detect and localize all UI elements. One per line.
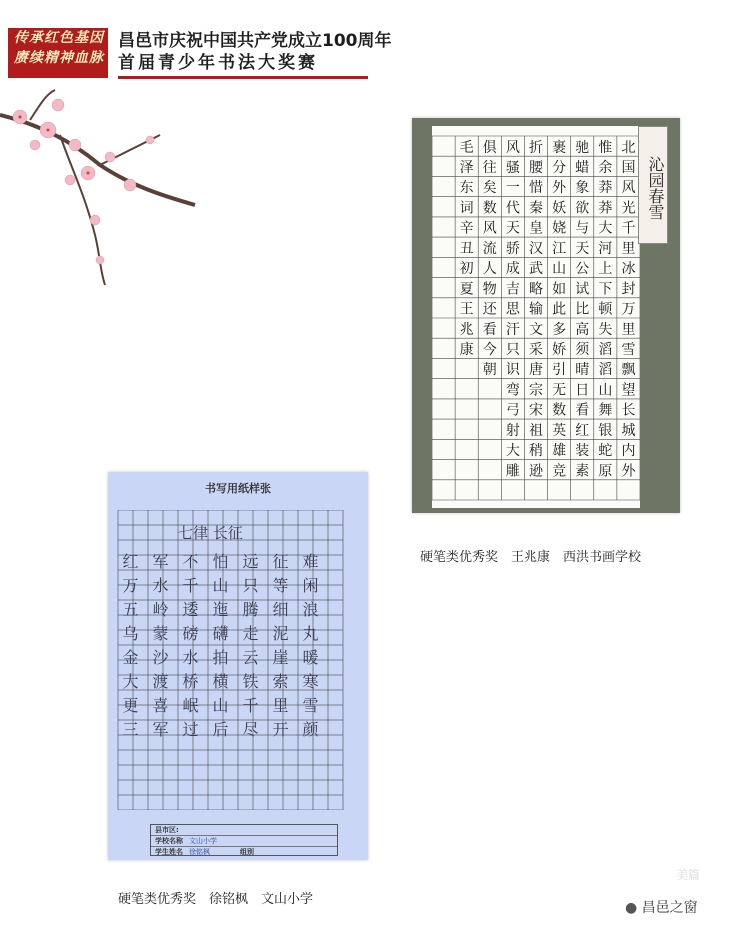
column-6-char: 大 <box>505 443 520 460</box>
column-3-char: 公 <box>575 261 590 278</box>
column-4-char: 娆 <box>552 220 567 237</box>
column-2-char: 滔 <box>598 362 613 379</box>
column-1-char: 长 <box>621 402 636 419</box>
poem-char: 磅 <box>182 624 199 643</box>
poem-char: 军 <box>152 552 169 571</box>
poem-char: 乌 <box>122 624 139 643</box>
column-7-char: 物 <box>482 281 497 298</box>
column-7-char: 今 <box>482 341 497 358</box>
poem-char: 难 <box>302 552 319 571</box>
watermark: 美篇 <box>676 868 701 882</box>
column-4-char: 江 <box>552 240 567 257</box>
column-5-char: 文 <box>529 321 543 338</box>
column-6-char: 识 <box>505 362 520 379</box>
column-4-char: 如 <box>552 281 567 298</box>
column-2-char: 莽 <box>598 200 613 217</box>
column-8-char: 东 <box>459 180 474 197</box>
column-7-char: 风 <box>482 220 497 237</box>
column-3-char: 日 <box>575 382 590 399</box>
poem-char: 水 <box>182 648 199 667</box>
column-5-char: 腰 <box>529 159 543 176</box>
poem-char: 山 <box>212 696 229 715</box>
sheet-title: 书写用纸样张 <box>205 482 271 495</box>
column-8-char: 兆 <box>459 321 474 338</box>
column-1-char: 外 <box>621 463 636 480</box>
column-2-char: 惟 <box>598 139 613 156</box>
column-3-char: 看 <box>575 402 590 419</box>
column-1-char: 万 <box>621 301 636 318</box>
column-2-char: 舞 <box>598 402 613 419</box>
column-4-char: 竞 <box>552 463 567 480</box>
column-7-char: 流 <box>482 240 497 257</box>
calligraphy-paper <box>432 126 640 508</box>
school-value: 文山小学 <box>189 837 217 845</box>
poem-char: 开 <box>272 720 289 739</box>
account-name <box>625 897 698 917</box>
column-1-char: 里 <box>621 321 636 338</box>
column-3-char: 天 <box>575 240 590 257</box>
competition-title <box>118 30 392 74</box>
column-4-char: 妖 <box>552 200 567 217</box>
column-3-char: 象 <box>575 180 590 197</box>
column-7-char: 矣 <box>482 180 497 197</box>
column-5-char: 祖 <box>529 422 543 439</box>
column-6-char: 风 <box>505 139 520 156</box>
column-8-char: 王 <box>459 301 474 318</box>
column-1-char: 千 <box>621 220 636 237</box>
poem-char: 五 <box>122 600 139 619</box>
poem-char: 大 <box>122 672 139 691</box>
column-1-char: 封 <box>621 281 636 298</box>
column-1-char: 望 <box>621 382 636 399</box>
slogan-line-2: 赓续精神血脉 <box>14 50 104 66</box>
column-6-char: 骄 <box>505 240 520 257</box>
column-8-char: 康 <box>459 341 474 358</box>
poem-char: 浪 <box>302 600 319 619</box>
column-2-char: 蛇 <box>598 443 613 460</box>
poem-char: 颜 <box>302 720 319 739</box>
county-row <box>151 825 337 836</box>
poem-char: 泥 <box>272 624 289 643</box>
student-row <box>151 847 337 857</box>
poem-char: 等 <box>272 576 289 595</box>
column-1-char: 冰 <box>621 261 636 278</box>
column-2-char: 大 <box>598 220 613 237</box>
column-4-char: 引 <box>552 362 567 379</box>
column-3-char: 比 <box>575 301 590 318</box>
poem-char: 桥 <box>182 672 199 691</box>
poem-char: 细 <box>272 600 289 619</box>
column-3-char: 与 <box>575 220 590 237</box>
column-4-char: 裹 <box>552 139 567 156</box>
poem-char: 里 <box>272 696 289 715</box>
poem-char: 军 <box>152 720 169 739</box>
column-7-char: 俱 <box>482 139 497 156</box>
column-4-char: 外 <box>552 180 567 197</box>
poem-char: 只 <box>242 576 259 595</box>
column-8-char: 丑 <box>459 240 474 257</box>
column-2-char: 余 <box>598 159 613 176</box>
poem-char: 万 <box>122 576 139 595</box>
column-2-char: 山 <box>598 382 613 399</box>
column-1-char: 飘 <box>621 362 636 379</box>
column-5-char: 逊 <box>529 463 543 480</box>
column-3-char: 欲 <box>575 200 590 217</box>
title-underline <box>118 76 368 79</box>
slogan-line-1: 传承红色基因 <box>14 30 104 46</box>
calligraphy-photo-2 <box>108 472 368 860</box>
column-8-char: 辛 <box>459 220 474 237</box>
column-7-char: 朝 <box>482 362 497 379</box>
poem-char: 腾 <box>242 600 259 619</box>
poem-char: 岷 <box>182 696 199 715</box>
column-6-char: 成 <box>505 261 520 278</box>
student-label: 学生姓名 <box>155 848 183 856</box>
column-4-char: 无 <box>552 382 567 399</box>
column-6-char: 代 <box>505 200 520 217</box>
grid-sheet-1 <box>432 126 640 508</box>
column-4-char: 山 <box>552 261 567 278</box>
column-6-char: 射 <box>505 422 520 439</box>
poem-char: 红 <box>122 552 139 571</box>
column-3-char: 驰 <box>575 139 590 156</box>
column-3-char: 须 <box>575 341 590 358</box>
poem-char: 礴 <box>212 624 229 643</box>
title-line-2: 首届青少年书法大奖赛 <box>118 53 318 73</box>
column-6-char: 弯 <box>505 382 520 399</box>
column-1-char: 国 <box>621 159 636 176</box>
poem-char: 不 <box>182 552 199 571</box>
county-label: 县市区: <box>155 826 179 834</box>
poem-char: 怕 <box>212 552 229 571</box>
column-2-char: 失 <box>598 321 613 338</box>
column-5-char: 稍 <box>529 443 543 460</box>
column-4-char: 分 <box>552 159 567 176</box>
account-label: 昌邑之窗 <box>641 900 698 916</box>
poem-char: 索 <box>272 672 289 691</box>
column-5-char: 采 <box>529 341 543 358</box>
poem-char: 拍 <box>212 648 229 667</box>
poem-char: 铁 <box>242 672 259 691</box>
column-8-char: 夏 <box>459 281 474 298</box>
group-label: 组别 <box>240 848 254 856</box>
column-3-char: 试 <box>575 281 590 298</box>
poem-char: 横 <box>212 672 229 691</box>
column-5-char: 汉 <box>529 240 543 257</box>
column-5-char: 惜 <box>529 180 543 197</box>
column-5-char: 宋 <box>529 402 543 419</box>
poem-char: 蒙 <box>152 624 169 643</box>
column-2-char: 下 <box>598 281 613 298</box>
column-2-char: 滔 <box>598 341 613 358</box>
poem-char: 云 <box>242 648 259 667</box>
column-3-char: 高 <box>575 321 590 338</box>
column-5-char: 唐 <box>529 362 543 379</box>
column-4-char: 多 <box>552 321 567 338</box>
column-6-char: 骚 <box>505 159 520 176</box>
poem-char: 闲 <box>302 576 319 595</box>
column-6-char: 雕 <box>505 463 520 480</box>
column-8-char: 词 <box>459 200 474 217</box>
column-4-char: 数 <box>552 402 567 419</box>
column-7-char: 往 <box>482 159 497 176</box>
column-1-char: 雪 <box>621 341 636 358</box>
poem-char: 三 <box>122 720 139 739</box>
column-5-char: 秦 <box>529 200 543 217</box>
poem-char: 远 <box>242 552 259 571</box>
student-info-form <box>150 824 338 856</box>
poem-char: 水 <box>152 576 169 595</box>
poem-char: 过 <box>182 720 199 739</box>
column-2-char: 原 <box>598 463 613 480</box>
column-2-char: 河 <box>598 240 613 257</box>
column-5-char: 略 <box>529 281 543 298</box>
poem-title-long-march: 七律 长征 <box>178 523 243 542</box>
column-3-char: 素 <box>575 463 590 480</box>
column-5-char: 宗 <box>529 382 543 399</box>
column-2-char: 上 <box>598 261 613 278</box>
column-5-char: 折 <box>529 139 543 156</box>
column-2-char: 顿 <box>598 301 613 318</box>
school-label: 学校名称 <box>155 837 183 845</box>
student-value: 徐铭枫 <box>189 848 210 856</box>
column-3-char: 装 <box>575 443 590 460</box>
column-5-char: 皇 <box>529 220 543 237</box>
column-8-char: 初 <box>459 261 474 278</box>
column-1-char: 城 <box>621 422 636 439</box>
poem-char: 逶 <box>182 600 199 619</box>
plum-blossom-illustration <box>0 85 200 295</box>
column-4-char: 雄 <box>552 443 567 460</box>
poem-char: 更 <box>122 696 139 715</box>
poem-char: 尽 <box>242 720 259 739</box>
poem-char: 喜 <box>152 696 169 715</box>
caption-entry-1: 硬笔类优秀奖 王兆康 西洪书画学校 <box>420 550 642 565</box>
poem-char: 雪 <box>302 696 319 715</box>
column-3-char: 蜡 <box>575 159 590 176</box>
poem-char: 暖 <box>302 648 319 667</box>
column-6-char: 汗 <box>505 321 520 338</box>
poem-char: 走 <box>242 624 259 643</box>
column-7-char: 数 <box>482 200 497 217</box>
column-8-char: 泽 <box>459 159 474 176</box>
poem-char: 渡 <box>152 672 169 691</box>
column-4-char: 英 <box>552 422 567 439</box>
column-5-char: 武 <box>529 261 543 278</box>
poem-char: 崖 <box>272 648 289 667</box>
title-line-1: 昌邑市庆祝中国共产党成立100周年 <box>118 31 392 51</box>
column-3-char: 红 <box>575 422 590 439</box>
column-3-char: 晴 <box>575 362 590 379</box>
column-7-char: 人 <box>482 261 497 278</box>
poem-char: 后 <box>212 720 229 739</box>
column-6-char: 思 <box>505 301 520 318</box>
column-8-char: 毛 <box>459 139 474 156</box>
column-4-char: 娇 <box>552 341 567 358</box>
column-1-char: 风 <box>621 180 636 197</box>
column-6-char: 天 <box>505 220 520 237</box>
poem-char: 金 <box>122 648 139 667</box>
column-6-char: 只 <box>505 341 520 358</box>
school-row <box>151 836 337 847</box>
column-1-char: 光 <box>621 200 636 217</box>
column-2-char: 莽 <box>598 180 613 197</box>
poem-char: 山 <box>212 576 229 595</box>
column-7-char: 看 <box>482 321 497 338</box>
grid-sheet-2 <box>108 510 368 810</box>
column-6-char: 一 <box>505 180 520 197</box>
poem-char: 千 <box>182 576 199 595</box>
caption-entry-2: 硬笔类优秀奖 徐铭枫 文山小学 <box>118 892 314 907</box>
poem-char: 寒 <box>302 672 319 691</box>
poem-char: 岭 <box>152 600 169 619</box>
column-1-char: 北 <box>621 139 636 156</box>
column-6-char: 弓 <box>505 402 520 419</box>
poem-char: 丸 <box>302 624 319 643</box>
column-4-char: 此 <box>552 301 567 318</box>
column-7-char: 还 <box>482 301 497 318</box>
slogan-banner <box>8 28 108 78</box>
column-2-char: 银 <box>598 422 613 439</box>
poem-char: 征 <box>272 552 289 571</box>
poem-char: 千 <box>242 696 259 715</box>
poem-char: 迤 <box>212 600 229 619</box>
wechat-icon: ● <box>625 900 642 916</box>
calligraphy-photo-1 <box>412 118 680 513</box>
poem-char: 沙 <box>152 648 169 667</box>
column-1-char: 里 <box>621 240 636 257</box>
column-1-char: 内 <box>621 443 636 460</box>
column-6-char: 吉 <box>505 281 520 298</box>
poem-title-label: 沁园春雪 <box>638 126 668 244</box>
column-5-char: 输 <box>529 301 543 318</box>
